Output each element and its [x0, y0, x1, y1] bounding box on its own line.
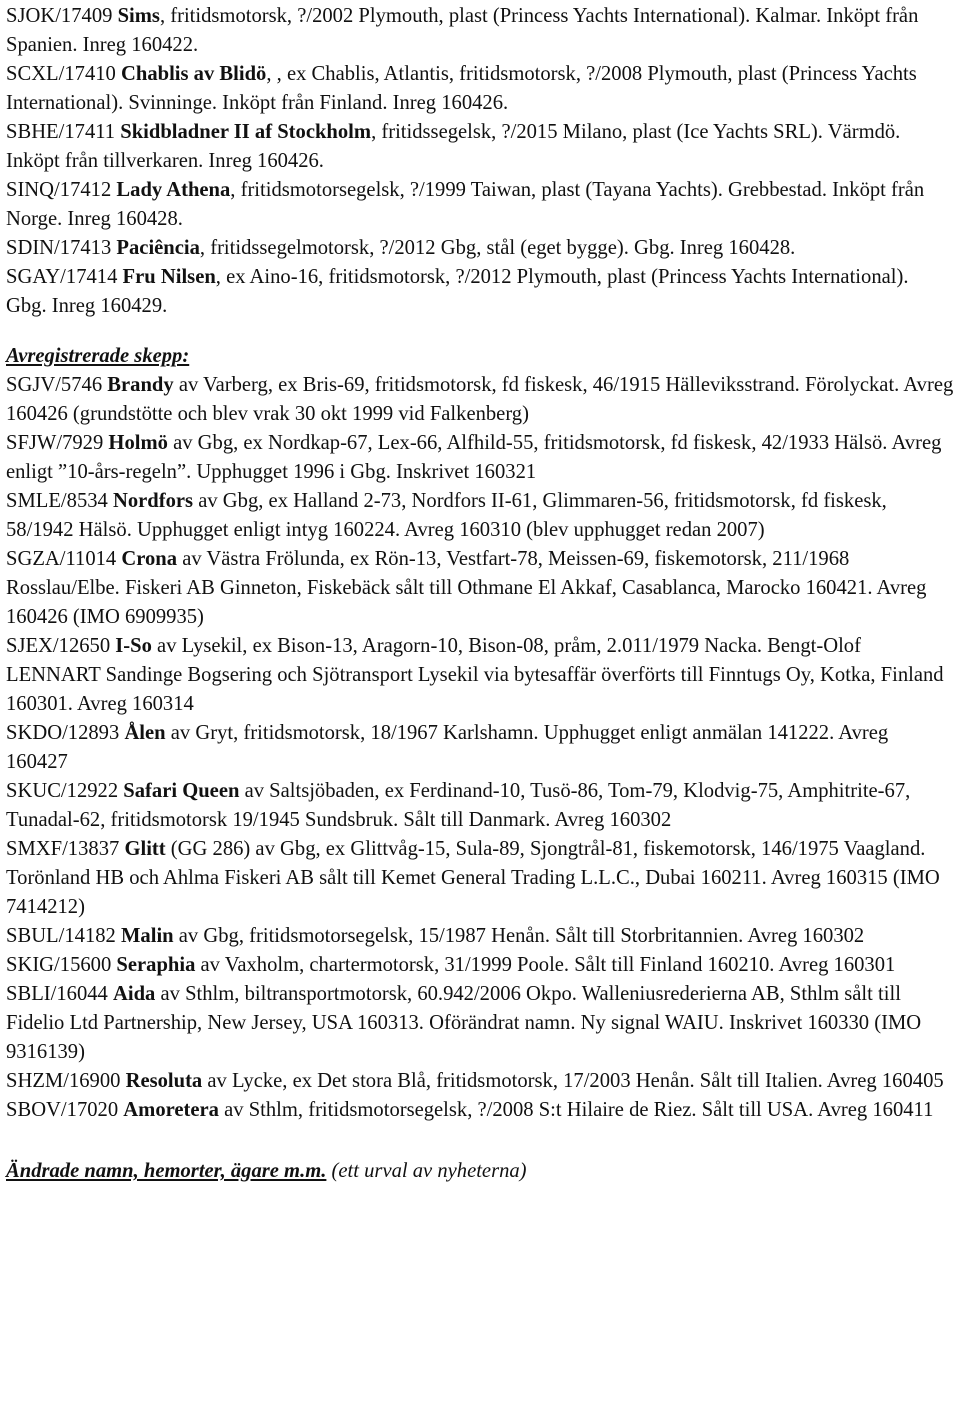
ship-entry: [6, 1096, 954, 1125]
ship-signal: SBHE/17411: [6, 121, 121, 143]
ship-entry: [6, 980, 954, 1067]
ship-details: av Gbg, fritidsmotorsegelsk, 15/1987 Henån. Sålt till Storbritannien. Avreg 160302: [173, 925, 865, 947]
ship-name: Fru Nilsen: [122, 266, 216, 288]
ship-signal: SHZM/16900: [6, 1070, 126, 1092]
ship-entry: [6, 2, 954, 60]
ship-details: , fritidssegelmotorsk, ?/2012 Gbg, stål (eget bygge). Gbg. Inreg 160428.: [199, 237, 796, 259]
ship-name: Holmö: [108, 432, 168, 454]
ship-signal: SBLI/16044: [6, 983, 113, 1005]
ship-name: Crona: [121, 548, 178, 570]
ship-entry: [6, 632, 954, 719]
registered-entries: [6, 2, 954, 321]
changes-heading-note: (ett urval av nyheterna): [326, 1160, 527, 1182]
ship-name: Lady Athena: [116, 179, 231, 201]
ship-details: , fritidsmotorsk, ?/2002 Plymouth, plast (Princess Yachts International). Kalmar. Inköpt från Spanien. Inreg 160422.: [6, 5, 919, 56]
ship-name: Aida: [112, 983, 156, 1005]
ship-details: av Varberg, ex Bris-69, fritidsmotorsk, fd fiskesk, 46/1915 Hälleviksstrand. Förolyckat. Avreg 160426 (grundstötte och blev vrak 30 okt 1999 vid Falkenberg): [6, 374, 954, 425]
ship-signal: SCXL/17410: [6, 63, 121, 85]
ship-entry: [6, 835, 954, 922]
ship-signal: SKUC/12922: [6, 780, 124, 802]
ship-signal: SKIG/15600: [6, 954, 117, 976]
deregistered-heading: Avregistrerade skepp:: [6, 345, 190, 367]
ship-signal: SGJV/5746: [6, 374, 108, 396]
ship-details: av Lycke, ex Det stora Blå, fritidsmotorsk, 17/2003 Henån. Sålt till Italien. Avreg 160405: [202, 1070, 944, 1092]
ship-name: I-So: [115, 635, 152, 657]
ship-details: av Vaxholm, chartermotorsk, 31/1999 Poole. Sålt till Finland 160210. Avreg 160301: [195, 954, 896, 976]
ship-signal: SFJW/7929: [6, 432, 109, 454]
ship-details: av Gbg, ex Halland 2-73, Nordfors II-61, Glimmaren-56, fritidsmotorsk, fd fiskesk, 58/1942 Hälsö. Upphugget enligt intyg 160224. Avreg 160310 (blev upphugget redan 2007): [6, 490, 887, 541]
ship-signal: SGZA/11014: [6, 548, 122, 570]
ship-signal: SINQ/17412: [6, 179, 117, 201]
ship-details: av Lysekil, ex Bison-13, Aragorn-10, Bison-08, pråm, 2.011/1979 Nacka. Bengt-Olof LENNART Sandinge Bogsering och Sjötransport Lysekil via bytesaffär överförts till Finntugs Oy, Kotka, Finland 160301. Avreg 160314: [6, 635, 944, 715]
ship-name: Chablis av Blidö: [121, 63, 267, 85]
ship-entry: [6, 263, 954, 321]
ship-name: Seraphia: [116, 954, 196, 976]
ship-signal: SMXF/13837: [6, 838, 125, 860]
ship-signal: SDIN/17413: [6, 237, 117, 259]
ship-details: , fritidsmotorsegelsk, ?/1999 Taiwan, plast (Tayana Yachts). Grebbestad. Inköpt från Norge. Inreg 160428.: [6, 179, 925, 230]
ship-details: , fritidssegelsk, ?/2015 Milano, plast (Ice Yachts SRL). Värmdö. Inköpt från tillverkaren. Inreg 160426.: [6, 121, 901, 172]
ship-signal: SJEX/12650: [6, 635, 116, 657]
ship-entry: [6, 60, 954, 118]
ship-entry: [6, 719, 954, 777]
ship-details: , , ex Chablis, Atlantis, fritidsmotorsk, ?/2008 Plymouth, plast (Princess Yachts International). Svinninge. Inköpt från Finland. Inreg 160426.: [6, 63, 917, 114]
ship-name: Paciência: [116, 237, 200, 259]
ship-details: , ex Aino-16, fritidsmotorsk, ?/2012 Plymouth, plast (Princess Yachts International). Gbg. Inreg 160429.: [6, 266, 909, 317]
ship-entry: [6, 176, 954, 234]
ship-details: av Sthlm, fritidsmotorsegelsk, ?/2008 S:t Hilaire de Riez. Sålt till USA. Avreg 160411: [218, 1099, 934, 1121]
ship-entry: [6, 371, 954, 429]
ship-details: av Saltsjöbaden, ex Ferdinand-10, Tusö-86, Tom-79, Klodvig-75, Amphitrite-67, Tunadal-62, fritidsmotorsk 19/1945 Sundsbruk. Sålt till Danmark. Avreg 160302: [6, 780, 911, 831]
ship-entry: [6, 429, 954, 487]
ship-name: Safari Queen: [123, 780, 240, 802]
ship-name: Glitt: [124, 838, 166, 860]
ship-name: Sims: [117, 5, 160, 27]
ship-entry: [6, 545, 954, 632]
ship-name: Ålen: [124, 722, 166, 744]
ship-details: av Sthlm, biltransportmotorsk, 60.942/2006 Okpo. Walleniusrederierna AB, Sthlm sålt till Fidelio Ltd Partnership, New Jersey, USA 160313. Oförändrat namn. Ny signal WAIU. Inskrivet 160330 (IMO 9316139): [6, 983, 922, 1063]
ship-details: av Gryt, fritidsmotorsk, 18/1967 Karlshamn. Upphugget enligt anmälan 141222. Avreg 160427: [6, 722, 889, 773]
ship-entry: [6, 234, 954, 263]
ship-entry: [6, 951, 954, 980]
ship-entry: [6, 922, 954, 951]
ship-details: (GG 286) av Gbg, ex Glittvåg-15, Sula-89, Sjongtrål-81, fiskemotorsk, 146/1975 Vaagland. Torönland HB och Ahlma Fiskeri AB sålt till Kemet General Trading L.L.C., Dubai 160211. Avreg 160315 (IMO 7414212): [6, 838, 940, 918]
ship-entry: [6, 487, 954, 545]
changes-heading-title: Ändrade namn, hemorter, ägare m.m.: [6, 1160, 327, 1182]
ship-name: Skidbladner II af Stockholm: [120, 121, 372, 143]
ship-signal: SBOV/17020: [6, 1099, 124, 1121]
ship-signal: SBUL/14182: [6, 925, 121, 947]
ship-signal: SGAY/17414: [6, 266, 123, 288]
ship-name: Malin: [121, 925, 174, 947]
deregistered-entries: [6, 371, 954, 1125]
ship-entry: [6, 118, 954, 176]
ship-signal: SKDO/12893: [6, 722, 125, 744]
ship-name: Nordfors: [112, 490, 194, 512]
ship-name: Amoretera: [123, 1099, 219, 1121]
ship-signal: SMLE/8534: [6, 490, 113, 512]
ship-signal: SJOK/17409: [6, 5, 118, 27]
ship-entry: [6, 777, 954, 835]
ship-entry: [6, 1067, 954, 1096]
ship-name: Resoluta: [125, 1070, 203, 1092]
ship-details: av Västra Frölunda, ex Rön-13, Vestfart-78, Meissen-69, fiskemotorsk, 211/1968 Rosslau/Elbe. Fiskeri AB Ginneton, Fiskebäck sålt till Othmane El Akkaf, Casablanca, Marocko 160421. Avreg 160426 (IMO 6909935): [6, 548, 927, 628]
changes-heading: [6, 1157, 954, 1186]
ship-name: Brandy: [107, 374, 174, 396]
ship-details: av Gbg, ex Nordkap-67, Lex-66, Alfhild-55, fritidsmotorsk, fd fiskesk, 42/1933 Hälsö. Avreg enligt ”10-års-regeln”. Upphugget 1996 i Gbg. Inskrivet 160321: [6, 432, 942, 483]
